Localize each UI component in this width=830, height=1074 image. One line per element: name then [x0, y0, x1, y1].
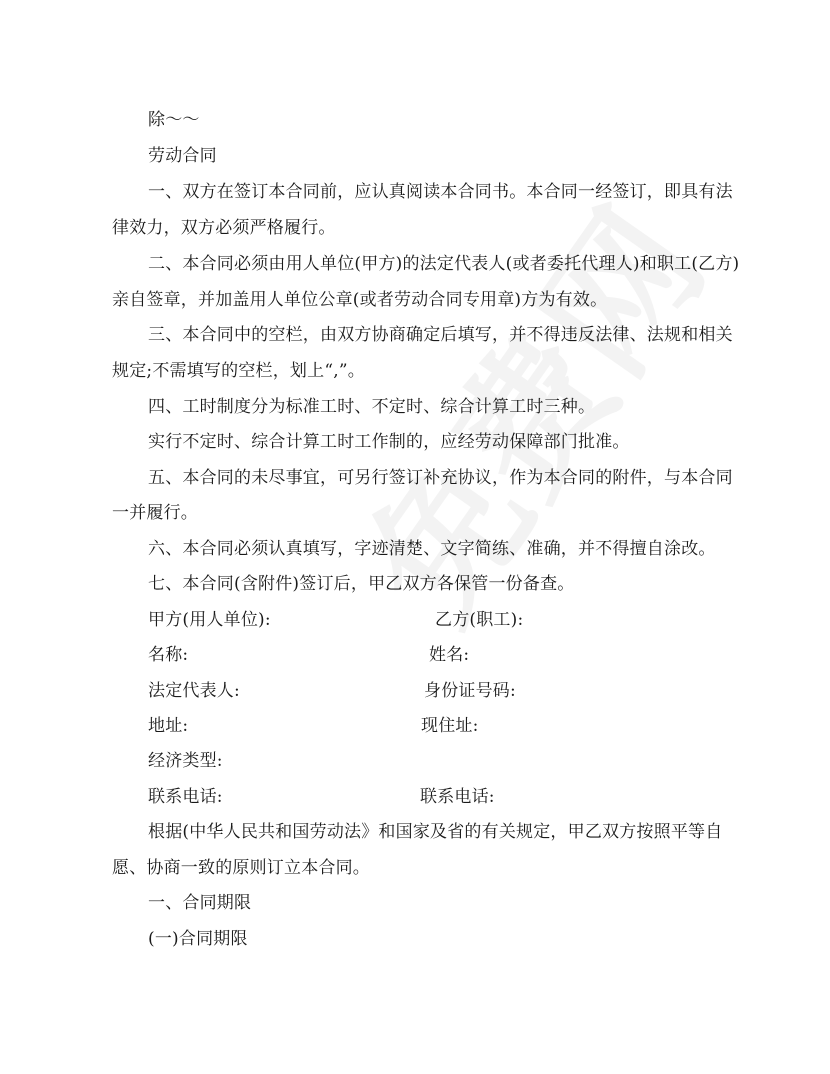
party-a-phone-label: 联系电话:	[148, 787, 223, 807]
subsection-1-heading: (一)合同期限	[148, 929, 248, 949]
basis-paragraph-cont: 愿、协商一致的原则订立本合同。	[112, 858, 370, 878]
basis-paragraph: 根据(中华人民共和国劳动法》和国家及省的有关规定，甲乙双方按照平等自	[148, 822, 723, 842]
clause-2-cont: 亲自签章，并加盖用人单位公章(或者劳动合同专用章)方为有效。	[112, 290, 608, 310]
party-a-name-label: 名称:	[148, 645, 189, 665]
id-number-label: 身份证号码:	[424, 681, 516, 701]
clause-4: 四、工时制度分为标准工时、不定时、综合计算工时三种。	[148, 397, 596, 417]
address-label: 地址:	[148, 716, 189, 736]
legal-rep-label: 法定代表人:	[148, 681, 240, 701]
clause-1-cont: 律效力，双方必须严格履行。	[112, 218, 336, 238]
party-b-label: 乙方(职工):	[435, 610, 524, 630]
section-1-heading: 一、合同期限	[148, 893, 252, 913]
clause-2: 二、本合同必须由用人单位(甲方)的法定代表人(或者委托代理人)和职工(乙方)	[148, 254, 740, 274]
party-b-phone-label: 联系电话:	[420, 787, 495, 807]
party-b-name-label: 姓名:	[429, 645, 470, 665]
current-address-label: 现住址:	[421, 716, 479, 736]
economic-type-label: 经济类型:	[148, 751, 223, 771]
clause-4-note: 实行不定时、综合计算工时工作制的，应经劳动保障部门批准。	[148, 432, 630, 452]
clause-3-cont: 规定;不需填写的空栏，划上“,”。	[112, 361, 365, 381]
doc-title: 劳动合同	[148, 146, 217, 166]
clause-5-cont: 一并履行。	[112, 503, 198, 523]
clause-3: 三、本合同中的空栏，由双方协商确定后填写，并不得违反法律、法规和相关	[148, 325, 733, 345]
doc-line: 除～～	[148, 110, 200, 130]
clause-6: 六、本合同必须认真填写，字迹清楚、文字简练、准确，并不得擅自涂改。	[148, 539, 716, 559]
clause-5: 五、本合同的未尽事宜，可另行签订补充协议，作为本合同的附件，与本合同	[148, 468, 733, 488]
party-a-label: 甲方(用人单位):	[148, 610, 271, 630]
clause-1: 一、双方在签订本合同前，应认真阅读本合同书。本合同一经签订，即具有法	[148, 182, 733, 202]
clause-7: 七、本合同(含附件)签订后，甲乙双方各保管一份备查。	[148, 574, 575, 594]
